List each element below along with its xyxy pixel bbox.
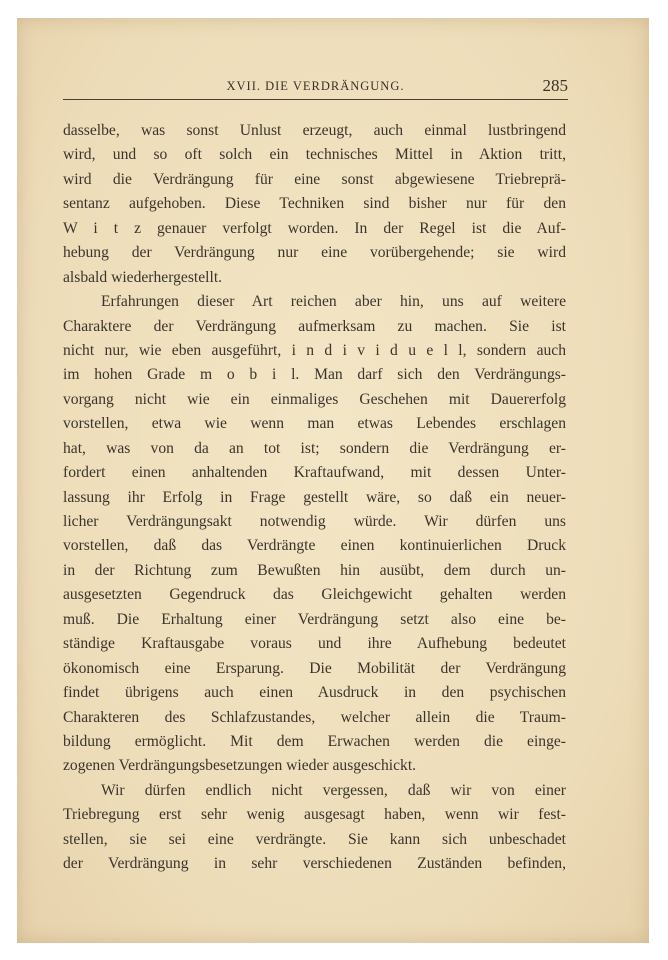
text-line: bildung ermöglicht. Mit dem Erwachen werden die einge- — [63, 732, 566, 750]
body-text — [63, 119, 566, 877]
text-line: Charaktere der Verdrängung aufmerksam zu machen. Sie ist — [63, 317, 566, 335]
text-line: licher Verdrängungsakt notwendig würde. Wir dürfen uns — [63, 513, 566, 530]
text-line: vorstellen, etwa wie wenn man etwas Lebendes erschlagen — [63, 415, 566, 433]
text-line: stellen, sie sei eine verdrängte. Sie kann sich unbeschadet — [63, 830, 566, 848]
text-line: Triebregung erst sehr wenig ausgesagt haben, wenn wir fest- — [63, 806, 566, 824]
running-title: XVII. DIE VERDRÄNGUNG. — [226, 79, 405, 93]
page-header — [63, 76, 568, 98]
header-rule — [63, 99, 568, 100]
text-line: Charakteren des Schlafzustandes, welcher allein die Traum- — [63, 708, 566, 726]
text-line: hebung der Verdrängung nur eine vorübergehende; sie wird — [63, 244, 566, 262]
text-line: in der Richtung zum Bewußten hin ausübt, dem durch un- — [63, 561, 566, 579]
text-line: muß. Die Erhaltung einer Verdrängung setzt also eine be- — [63, 610, 566, 628]
text-line: lassung ihr Erfolg in Frage gestellt wäre, so daß ein neuer- — [63, 488, 566, 506]
text-line: vorstellen, daß das Verdrängte einen kontinuierlichen Druck — [63, 537, 566, 555]
text-line: zogenen Verdrängungsbesetzungen wieder ausgeschickt. — [63, 757, 417, 775]
text-line: ökonomisch eine Ersparung. Die Mobilität der Verdrängung — [63, 659, 566, 677]
text-line: ausgesetzten Gegendruck das Gleichgewicht gehalten werden — [63, 586, 566, 604]
text-line: wird die Verdrängung für eine sonst abgewiesene Triebreprä- — [63, 170, 566, 188]
text-line: ständige Kraftausgabe voraus und ihre Aufhebung bedeutet — [63, 635, 566, 653]
text-line: dasselbe, was sonst Unlust erzeugt, auch einmal lustbringend — [63, 122, 566, 139]
text-line: im hohen Grade m o b i l. Man darf sich den Verdrängungs- — [63, 366, 566, 384]
text-line: findet übrigens auch einen Ausdruck in den psychischen — [63, 684, 566, 702]
text-line: nicht nur, wie eben ausgeführt, i n d i v i d u e l l, sondern auch — [63, 341, 566, 359]
text-line: fordert einen anhaltenden Kraftaufwand, mit dessen Unter- — [63, 464, 566, 482]
text-line: vorgang nicht wie ein einmaliges Geschehen mit Dauererfolg — [63, 390, 566, 408]
text-line: wird, und so oft solch ein technisches Mittel in Aktion tritt, — [63, 146, 566, 164]
text-line: Wir dürfen endlich nicht vergessen, daß wir von einer — [101, 781, 566, 799]
text-line: der Verdrängung in sehr verschiedenen Zuständen befinden, — [63, 855, 566, 873]
text-line: hat, was von da an tot ist; sondern die Verdrängung er- — [63, 439, 566, 457]
page-number: 285 — [542, 76, 568, 95]
text-line: sentanz aufgehoben. Diese Techniken sind bisher nur für den — [63, 195, 566, 213]
text-line: W i t z genauer verfolgt worden. In der Regel ist die Auf- — [63, 219, 566, 237]
text-line: alsbald wiederhergestellt. — [63, 268, 223, 286]
text-line: Erfahrungen dieser Art reichen aber hin, uns auf weitere — [101, 293, 566, 311]
